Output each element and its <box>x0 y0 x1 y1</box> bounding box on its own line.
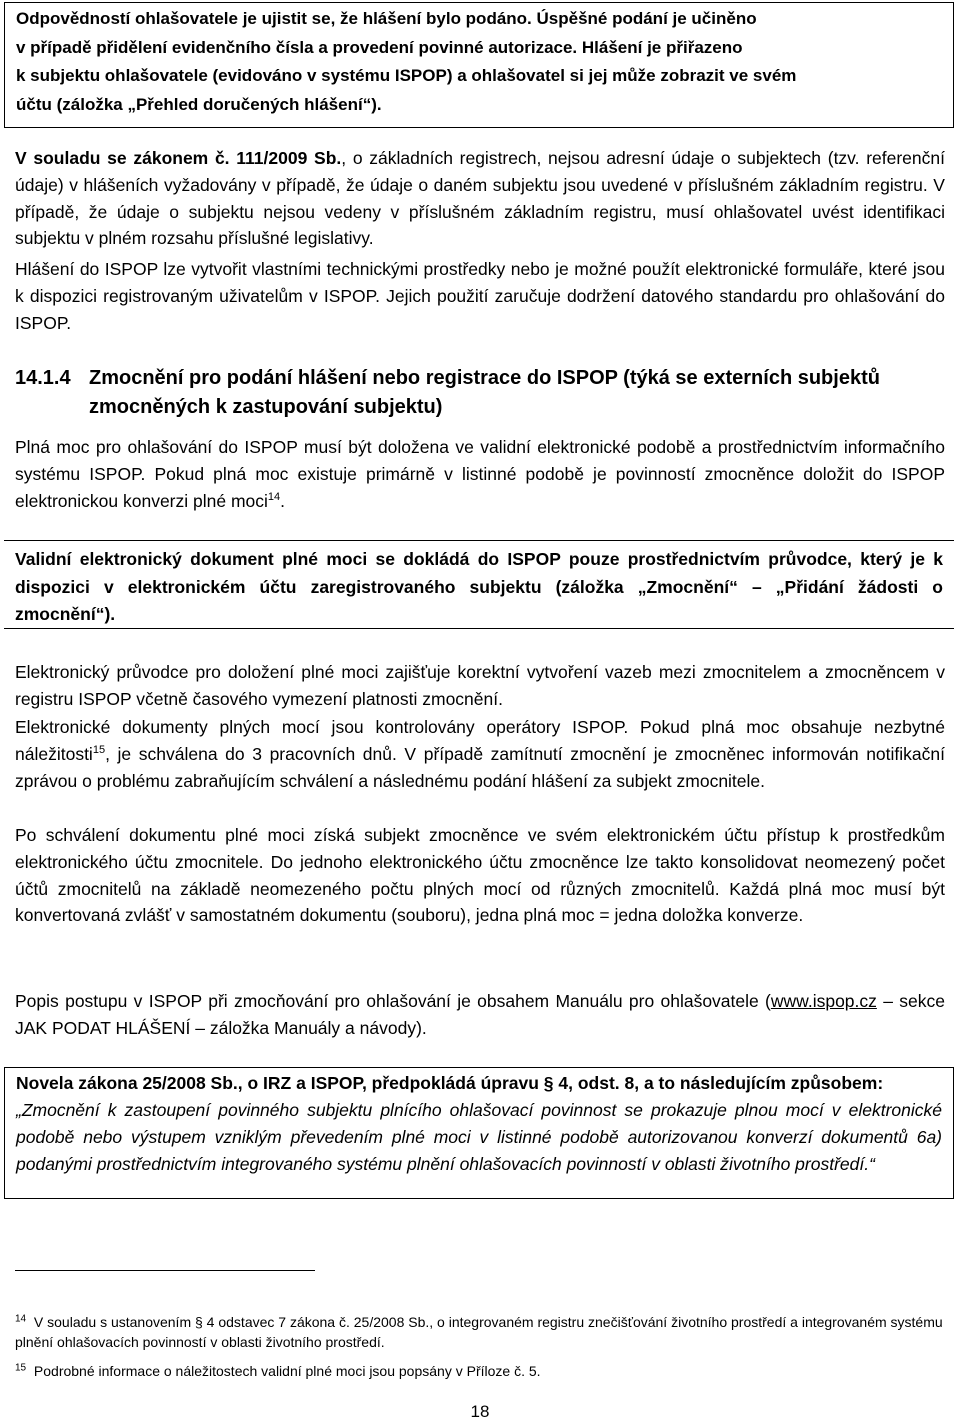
section-heading <box>15 364 945 422</box>
footnote-number: 15 <box>15 1362 27 1374</box>
paragraph-access: Po schválení dokumentu plné moci získá subjekt zmocněnce ve svém elektronickém účtu přístup k prostředkům elektronického účtu zmocnitele. Do jednoho elektronického účtu zmocněnce lze takto konsolidovat neomezený počet účtů zmocnitelů na základě neomezeného počtu plných mocí od různých zmocnitelů. Každá plná moc musí být konvertovaná zvlášť v samostatném dokumentu (souboru), jedna plná moc = jedna doložka konverze. <box>15 825 945 926</box>
notice-box-submission <box>4 2 954 128</box>
footnote-15 <box>15 1361 950 1381</box>
notice-line-2: v případě přidělení evidenčního čísla a provedení povinné autorizace. Hlášení je přiřazeno <box>16 37 743 57</box>
paragraph-manual: Popis postupu v ISPOP při zmocňování pro ohlašování je obsahem Manuálu pro ohlašovatele (www.ispop.cz – sekce JAK PODAT HLÁŠENÍ – záložka Manuály a návody). <box>15 991 945 1038</box>
section-title-line-1: Zmocnění pro podání hlášení nebo registrace do ISPOP (týká se externích subjektů <box>89 367 880 389</box>
paragraph-wizard: Elektronický průvodce pro doložení plné moci zajišťuje korektní vytvoření vazeb mezi zmocnitelem a zmocněncem v registru ISPOP včetně časového vymezení platnosti zmocnění. <box>15 662 945 709</box>
footnote-text: Podrobné informace o náležitostech validní plné moci jsou popsány v Příloze č. 5. <box>33 1363 541 1379</box>
footnote-divider <box>15 1270 315 1271</box>
paragraph-registry <box>15 145 945 252</box>
notice-box-wizard: Validní elektronický dokument plné moci se dokládá do ISPOP pouze prostřednictvím průvodce, který je k dispozici v elektronickém účtu zaregistrovaného subjektu (záložka „Zmocnění“ – „Přidání žádosti o zmocnění“). <box>4 540 954 629</box>
amendment-quote: „Zmocnění k zastoupení povinného subjektu plnícího ohlašovací povinnost se prokazuje plnou mocí v elektronické podobě nebo výstupem vzniklým převedením plné moci v listinné podobě autorizovanou konverzí dokumentů 6a) podanými prostřednictvím integrovaného systému plnění ohlašovacích povinností v oblasti životního prostředí.“ <box>16 1100 942 1174</box>
amendment-title: Novela zákona 25/2008 Sb., o IRZ a ISPOP, předpokládá úpravu § 4, odst. 8, a to následujícím způsobem: <box>16 1073 884 1093</box>
notice-line-1: Odpovědností ohlašovatele je ujistit se, že hlášení bylo podáno. Úspěšné podání je učiněno <box>16 9 757 28</box>
paragraph-registry-text: , o základních registrech, nejsou adresní údaje o subjektech (tzv. referenční údaje) v hlášeních vyžadovány v případě, že údaje o daném subjektu jsou uvedené v příslušném základním registru. V případě, že údaje o subjektu nejsou vedeny v příslušném základním registru, musí ohlašovatel uvést identifikaci subjektu v plném rozsahu příslušné legislativy. <box>15 148 945 249</box>
notice-line-4: účtu (záložka „Přehled doručených hlášení“). <box>16 94 382 114</box>
page-number: 18 <box>470 1402 490 1421</box>
notice-box-amendment <box>4 1067 954 1199</box>
footnote-14 <box>15 1312 950 1352</box>
paragraph-operator-check: Elektronické dokumenty plných mocí jsou kontrolovány operátory ISPOP. Pokud plná moc obsahuje nezbytné náležitosti$^{15}$, je schválena do 3 pracovních dnů. V případě zamítnutí zmocnění je zmocněnec informován notifikační zprávou o problému zabraňujícím schválení a následnému podání hlášení za subjekt zmocnitele. <box>15 717 945 791</box>
footnote-text: V souladu s ustanovením § 4 odstavec 7 zákona č. 25/2008 Sb., o integrovaném registru znečišťování životního prostředí a integrovaném systému plnění ohlašovacích povinností v oblasti životního prostředí. <box>15 1314 943 1350</box>
ispop-link[interactable]: www.ispop.cz <box>770 991 877 1011</box>
paragraph-forms: Hlášení do ISPOP lze vytvořit vlastními technickými prostředky nebo je možné použít elektronické formuláře, které jsou k dispozici registrovaným uživatelům v ISPOP. Jejich použití zaručuje dodržení datového standardu pro ohlašování do ISPOP. <box>15 259 945 333</box>
notice-line-3: k subjektu ohlašovatele (evidováno v systému ISPOP) a ohlašovatel si jej může zobrazit ve svém <box>16 66 797 85</box>
footnote-number: 14 <box>15 1313 27 1325</box>
section-number: 14.1.4 <box>15 367 71 389</box>
footnote-ref-15[interactable]: 15 <box>92 743 106 756</box>
paragraph-power-of-attorney: Plná moc pro ohlašování do ISPOP musí být doložena ve validní elektronické podobě a prostřednictvím informačního systému ISPOP. Pokud plná moc existuje primárně v listinné podobě je povinností zmocněnce doložit do ISPOP elektronickou konverzi plné moci$^{14}$. <box>15 437 945 511</box>
section-title-line-2: zmocněných k zastupování subjektu) <box>89 396 443 418</box>
footnote-ref-14[interactable]: 14 <box>267 490 281 503</box>
law-reference: V souladu se zákonem č. 111/2009 Sb. <box>15 148 342 168</box>
